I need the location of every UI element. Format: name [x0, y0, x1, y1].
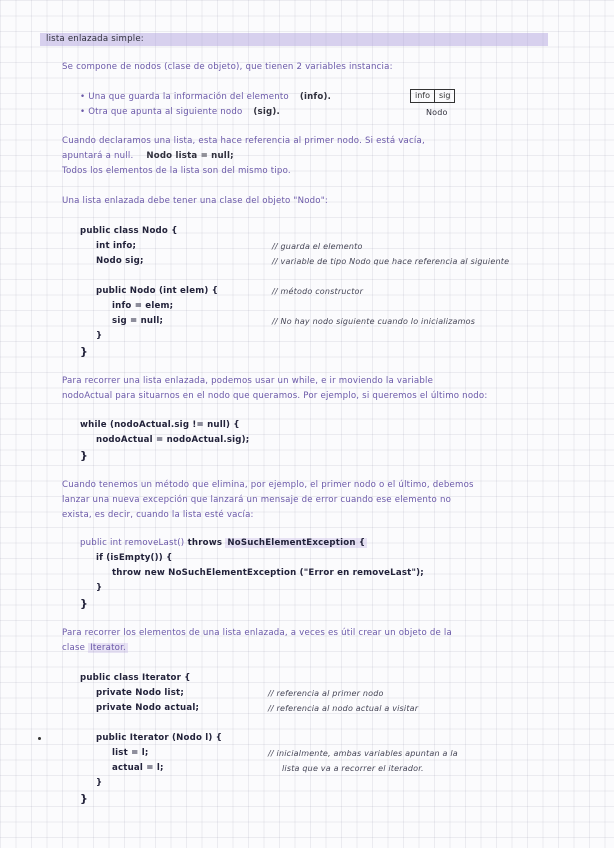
bullet-2-text: Otra que apunta al siguiente nodo	[88, 107, 243, 117]
bullet-2-code: (sig).	[253, 107, 280, 117]
para1-line2-text: apuntará a null.	[62, 151, 134, 161]
bullet-1-text: Una que guarda la información del elemento	[88, 92, 289, 102]
margin-dot	[38, 737, 41, 740]
code4-comment4: lista que va a recorrer el iterador.	[282, 764, 424, 773]
node-diagram	[410, 89, 455, 103]
para1-code: Nodo lista = null;	[146, 151, 234, 161]
code3-if: if (isEmpty()) {	[96, 553, 173, 563]
bullet-dot-icon: •	[80, 92, 89, 102]
code4-comment3: // inicialmente, ambas variables apuntan a la	[268, 749, 458, 758]
node-diagram-label: Nodo	[426, 108, 448, 117]
bullet-1-code: (info).	[299, 92, 332, 102]
code3-decl-exception: NoSuchElementException {	[227, 538, 366, 548]
para2-text: Una lista enlazada debe tener una clase del objeto "Nodo":	[62, 196, 329, 206]
code1-comment3: // método constructor	[272, 287, 364, 296]
code4-comment2: // referencia al nodo actual a visitar	[268, 704, 419, 713]
para1-line2	[62, 151, 234, 162]
para4-line1: Cuando tenemos un método que elimina, por ejemplo, el primer nodo o el último, debemos	[62, 480, 474, 490]
code4-stmt2: actual = l;	[112, 763, 164, 773]
code4-field2: private Nodo actual;	[96, 703, 200, 713]
page-title: lista enlazada simple:	[46, 34, 144, 44]
bullet-dot-icon: •	[80, 107, 89, 117]
code1-stmt2: sig = null;	[112, 316, 164, 326]
bullet-1	[80, 92, 331, 103]
code4-class-decl: public class Iterator {	[80, 673, 191, 683]
para4-line3: exista, es decir, cuando la lista esté vacía:	[62, 510, 254, 520]
code4-stmt1: list = l;	[112, 748, 149, 758]
node-cell-info: info	[415, 91, 431, 100]
code4-close-inner: }	[96, 778, 103, 788]
code3-throw: throw new NoSuchElementException ("Error en removeLast");	[112, 568, 424, 578]
code1-comment1: // guarda el elemento	[272, 242, 363, 251]
code1-comment2: // variable de tipo Nodo que hace referencia al siguiente	[272, 257, 510, 266]
bullet-2	[80, 107, 280, 118]
code1-class-decl: public class Nodo {	[80, 226, 178, 236]
node-cell-sig: sig	[434, 90, 454, 102]
para5-line1: Para recorrer los elementos de una lista enlazada, a veces es útil crear un objeto de la	[62, 628, 452, 638]
code1-close-outer: }	[80, 345, 89, 358]
code4-field1: private Nodo list;	[96, 688, 184, 698]
code3-close-inner: }	[96, 583, 103, 593]
para3-line2: nodoActual para situarnos en el nodo que queramos. Por ejemplo, si queremos el último nodo:	[62, 391, 488, 401]
para5-line2-text: clase	[62, 643, 86, 653]
para5-line2	[62, 643, 128, 654]
code3-decl-sig: public int removeLast()	[80, 538, 185, 548]
code3-close-outer: }	[80, 597, 89, 610]
para3-line1: Para recorrer una lista enlazada, podemos usar un while, e ir moviendo la variable	[62, 376, 434, 386]
code4-comment1: // referencia al primer nodo	[268, 689, 384, 698]
code2-body: nodoActual = nodoActual.sig);	[96, 435, 250, 445]
code1-comment4: // No hay nodo siguiente cuando lo inicializamos	[272, 317, 476, 326]
code3-decl-throws: throws	[187, 538, 223, 548]
code1-field1: int info;	[96, 241, 137, 251]
code1-ctor: public Nodo (int elem) {	[96, 286, 219, 296]
code2-close: }	[80, 449, 89, 462]
para5-iterator: Iterator.	[90, 643, 126, 653]
code1-stmt1: info = elem;	[112, 301, 174, 311]
code2-while: while (nodoActual.sig != null) {	[80, 420, 240, 430]
code1-close-inner: }	[96, 331, 103, 341]
code3-decl	[80, 538, 367, 549]
code4-ctor: public Iterator (Nodo l) {	[96, 733, 223, 743]
para1-line3: Todos los elementos de la lista son del mismo tipo.	[62, 166, 291, 176]
para1-line1: Cuando declaramos una lista, esta hace referencia al primer nodo. Si está vacía,	[62, 136, 425, 146]
para4-line2: lanzar una nueva excepción que lanzará un mensaje de error cuando ese elemento no	[62, 495, 452, 505]
code1-field2: Nodo sig;	[96, 256, 144, 266]
code4-close-outer: }	[80, 792, 89, 805]
intro-text: Se compone de nodos (clase de objeto), que tienen 2 variables instancia:	[62, 62, 393, 72]
